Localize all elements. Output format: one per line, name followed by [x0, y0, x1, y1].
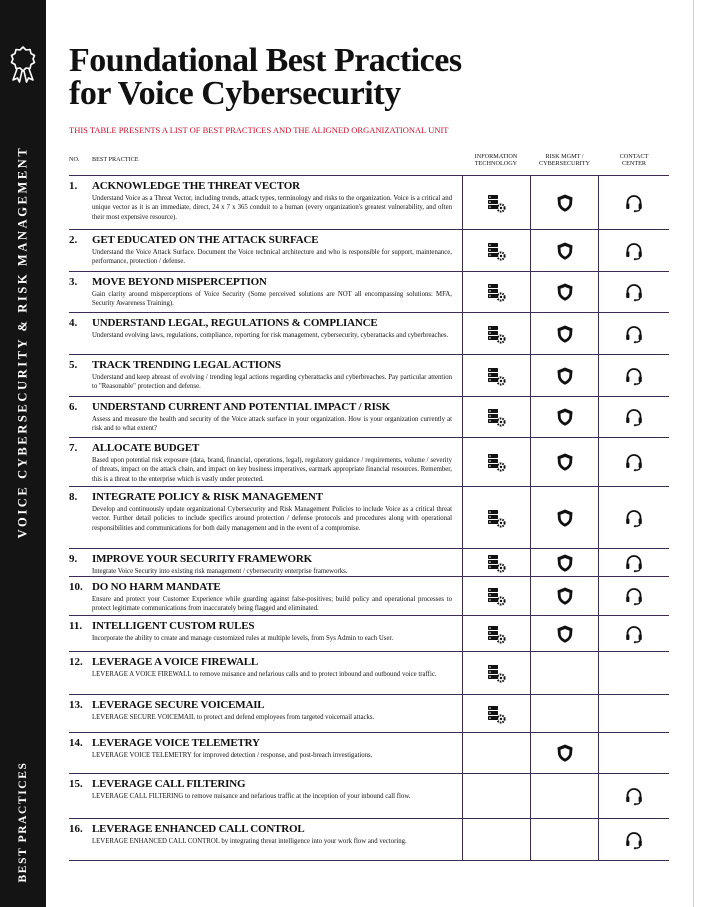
- row-description: Understand Voice as a Threat Vector, including trends, attack types, terminology and risks to the organization. Voice is a critical and unique vector as it is an immediate, direct, 24 x 7 x 365 conduit to a human (every organization's greatest vulnerability, and often their most expensive resource).: [92, 195, 452, 221]
- row-description: LEVERAGE A VOICE FIREWALL to remove nuisance and nefarious calls and to protect inbound and outbound voice traffic.: [92, 671, 437, 678]
- headset-icon: [624, 452, 644, 472]
- table-header: [69, 150, 669, 174]
- page-title: [69, 44, 589, 110]
- unit-cell: [462, 230, 530, 271]
- headset-icon: [624, 553, 644, 573]
- table-row: [69, 313, 669, 355]
- unit-cell: [462, 272, 530, 312]
- header-risk: [531, 153, 598, 167]
- shield-icon: [555, 193, 575, 213]
- unit-cell: [599, 819, 669, 860]
- row-number: 11.: [69, 620, 83, 632]
- row-number: 12.: [69, 656, 83, 668]
- row-description: LEVERAGE ENHANCED CALL CONTROL by integrating threat intelligence into your work flow and vectoring.: [92, 838, 407, 845]
- row-title: LEVERAGE CALL FILTERING: [92, 778, 246, 790]
- row-number: 3.: [69, 276, 78, 288]
- headset-icon: [624, 407, 644, 427]
- header-it-line2: TECHNOLOGY: [474, 160, 518, 167]
- table-row: [69, 616, 669, 652]
- row-number: 16.: [69, 823, 83, 835]
- row-title: ALLOCATE BUDGET: [92, 442, 200, 454]
- headset-icon: [624, 624, 644, 644]
- table-row: [69, 733, 669, 774]
- row-title: ACKNOWLEDGE THE THREAT VECTOR: [92, 180, 300, 192]
- award-ribbon-icon: [6, 44, 40, 84]
- row-title: LEVERAGE ENHANCED CALL CONTROL: [92, 823, 305, 835]
- header-cc: [599, 153, 669, 167]
- row-description: LEVERAGE CALL FILTERING to remove nuisance and nefarious traffic at the inception of your inbound call flow.: [92, 793, 411, 800]
- row-description: LEVERAGE SECURE VOICEMAIL to protect and defend employees from targeted voicemail attacks.: [92, 714, 375, 721]
- table-row: [69, 549, 669, 577]
- unit-cell: [462, 774, 530, 818]
- sidebar: [0, 0, 46, 907]
- headset-icon: [624, 193, 644, 213]
- unit-cell: [462, 487, 530, 548]
- unit-cell: [462, 819, 530, 860]
- headset-icon: [624, 508, 644, 528]
- unit-cell: [599, 577, 669, 615]
- unit-cell: [531, 272, 598, 312]
- row-number: 6.: [69, 401, 78, 413]
- server-gear-icon: [486, 553, 506, 573]
- shield-icon: [555, 508, 575, 528]
- unit-cell: [599, 230, 669, 271]
- sidebar-section-label: VOICE CYBERSECURITY & RISK MANAGEMENT: [15, 145, 30, 539]
- server-gear-icon: [486, 366, 506, 386]
- server-gear-icon: [486, 624, 506, 644]
- unit-cell: [599, 774, 669, 818]
- server-gear-icon: [486, 282, 506, 302]
- row-description: Ensure and protect your Customer Experience while guarding against false-positives; build policy and operational processes to protect legitimate communications from inaccurately being flagged and eliminated.: [92, 596, 452, 613]
- row-description: Integrate Voice Security into existing risk management / cybersecurity enterprise frameworks.: [92, 568, 348, 575]
- row-number: 4.: [69, 317, 78, 329]
- headset-icon: [624, 282, 644, 302]
- row-number: 7.: [69, 442, 78, 454]
- row-number: 14.: [69, 737, 83, 749]
- row-description: Incorporate the ability to create and manage customized rules at multiple levels, from Sys Admin to each User.: [92, 635, 394, 642]
- table-row: [69, 355, 669, 397]
- row-title: TRACK TRENDING LEGAL ACTIONS: [92, 359, 281, 371]
- unit-cell: [599, 176, 669, 229]
- server-gear-icon: [486, 704, 506, 724]
- headset-icon: [624, 324, 644, 344]
- row-description: Assess and measure the health and security of the Voice attack surface in your organization. How is your organization currently at risk and to what extent?: [92, 416, 452, 433]
- headset-icon: [624, 366, 644, 386]
- table-row: [69, 577, 669, 616]
- unit-cell: [531, 819, 598, 860]
- page-edge-line: [693, 0, 694, 907]
- server-gear-icon: [486, 663, 506, 683]
- row-description: Understand the Voice Attack Surface. Document the Voice technical architecture and who is responsible for support, maintenance, performance, protection / defense.: [92, 249, 452, 266]
- shield-icon: [555, 553, 575, 573]
- shield-icon: [555, 324, 575, 344]
- row-title: UNDERSTAND LEGAL, REGULATIONS & COMPLIANCE: [92, 317, 378, 329]
- row-number: 2.: [69, 234, 78, 246]
- row-title: MOVE BEYOND MISPERCEPTION: [92, 276, 267, 288]
- unit-cell: [531, 438, 598, 486]
- unit-cell: [531, 695, 598, 732]
- headset-icon: [624, 830, 644, 850]
- unit-cell: [462, 577, 530, 615]
- unit-cell: [531, 397, 598, 437]
- unit-cell: [599, 438, 669, 486]
- unit-cell: [599, 549, 669, 576]
- best-practices-table: [69, 175, 669, 885]
- unit-cell: [531, 577, 598, 615]
- server-gear-icon: [486, 407, 506, 427]
- header-risk-line1: RISK MGMT /: [545, 153, 584, 160]
- row-title: IMPROVE YOUR SECURITY FRAMEWORK: [92, 553, 313, 565]
- table-row: [69, 652, 669, 695]
- unit-cell: [462, 355, 530, 396]
- unit-cell: [599, 313, 669, 354]
- headset-icon: [624, 241, 644, 261]
- table-row: [69, 272, 669, 313]
- unit-cell: [531, 774, 598, 818]
- table-row: [69, 487, 669, 549]
- shield-icon: [555, 282, 575, 302]
- headset-icon: [624, 786, 644, 806]
- table-row: [69, 397, 669, 438]
- shield-icon: [555, 586, 575, 606]
- shield-icon: [555, 407, 575, 427]
- unit-cell: [531, 313, 598, 354]
- row-number: 9.: [69, 553, 78, 565]
- server-gear-icon: [486, 586, 506, 606]
- row-number: 1.: [69, 180, 78, 192]
- server-gear-icon: [486, 508, 506, 528]
- unit-cell: [462, 616, 530, 651]
- server-gear-icon: [486, 452, 506, 472]
- unit-cell: [462, 549, 530, 576]
- table-row: [69, 695, 669, 733]
- row-description: Understand and keep abreast of evolving / trending legal actions regarding cyberattacks and cyberbreaches. Pay particular attention to "Reasonable" protection and defense.: [92, 374, 452, 391]
- unit-cell: [462, 397, 530, 437]
- shield-icon: [555, 743, 575, 763]
- row-number: 15.: [69, 778, 83, 790]
- unit-cell: [462, 313, 530, 354]
- table-row: [69, 175, 669, 230]
- unit-cell: [599, 272, 669, 312]
- header-best-practice: BEST PRACTICE: [92, 156, 139, 163]
- unit-cell: [462, 176, 530, 229]
- table-row: [69, 438, 669, 487]
- shield-icon: [555, 452, 575, 472]
- unit-cell: [462, 733, 530, 773]
- row-title: UNDERSTAND CURRENT AND POTENTIAL IMPACT / RISK: [92, 401, 391, 413]
- unit-cell: [531, 487, 598, 548]
- unit-cell: [599, 487, 669, 548]
- row-title: LEVERAGE VOICE TELEMETRY: [92, 737, 260, 749]
- server-gear-icon: [486, 193, 506, 213]
- row-number: 5.: [69, 359, 78, 371]
- unit-cell: [462, 652, 530, 694]
- unit-cell: [531, 549, 598, 576]
- row-number: 8.: [69, 491, 78, 503]
- table-row: [69, 230, 669, 272]
- unit-cell: [599, 355, 669, 396]
- row-number: 13.: [69, 699, 83, 711]
- unit-cell: [531, 616, 598, 651]
- row-description: LEVERAGE VOICE TELEMETRY for improved detection / response, and post-breach investigations.: [92, 752, 373, 759]
- server-gear-icon: [486, 324, 506, 344]
- unit-cell: [599, 733, 669, 773]
- row-title: DO NO HARM MANDATE: [92, 581, 221, 593]
- shield-icon: [555, 624, 575, 644]
- unit-cell: [462, 695, 530, 732]
- title-line-1: Foundational Best Practices: [69, 42, 462, 79]
- unit-cell: [531, 652, 598, 694]
- unit-cell: [599, 652, 669, 694]
- headset-icon: [624, 586, 644, 606]
- header-it-line1: INFORMATION: [474, 153, 518, 160]
- header-no: NO.: [69, 156, 80, 163]
- row-description: Gain clarity around misperceptions of Voice Security (Some perceived solutions are NOT all encompassing solutions: MFA, Security Awareness Training).: [92, 291, 452, 308]
- table-row: [69, 774, 669, 819]
- row-title: LEVERAGE A VOICE FIREWALL: [92, 656, 259, 668]
- title-line-2: for Voice Cybersecurity: [69, 75, 401, 112]
- unit-cell: [462, 438, 530, 486]
- unit-cell: [599, 616, 669, 651]
- unit-cell: [531, 230, 598, 271]
- row-title: LEVERAGE SECURE VOICEMAIL: [92, 699, 265, 711]
- row-title: INTELLIGENT CUSTOM RULES: [92, 620, 255, 632]
- unit-cell: [531, 355, 598, 396]
- header-risk-line2: CYBERSECURITY: [539, 160, 590, 167]
- header-cc-line2: CENTER: [621, 160, 647, 167]
- row-description: Based upon potential risk exposure (data, brand, financial, operations, legal), regulatory guidance / requirements, volume / severity of threats, impact on the attack chain, and impact on key business imperatives, earmark appropriate financial resources. Remember, this is a threat to the enterprise which is vastly under protected.: [92, 457, 452, 483]
- row-title: GET EDUCATED ON THE ATTACK SURFACE: [92, 234, 319, 246]
- unit-cell: [531, 733, 598, 773]
- row-description: Understand evolving laws, regulations, compliance, reporting for risk management, cybersecurity, cyberattacks and cyberbreaches.: [92, 332, 449, 339]
- unit-cell: [599, 695, 669, 732]
- shield-icon: [555, 241, 575, 261]
- row-description: Develop and continuously update organizational Cybersecurity and Risk Management Policies to include Voice as a critical threat vector. Further detail policies to include specifics around protection / defense protocols and procedures along with operational responsibilities and communications for both daily management and in the event of a compromise.: [92, 506, 452, 532]
- shield-icon: [555, 366, 575, 386]
- unit-cell: [599, 397, 669, 437]
- header-cc-line1: CONTACT: [619, 153, 649, 160]
- server-gear-icon: [486, 241, 506, 261]
- unit-cell: [531, 176, 598, 229]
- page-subtitle: THIS TABLE PRESENTS A LIST OF BEST PRACTICES AND THE ALIGNED ORGANIZATIONAL UNIT: [69, 125, 449, 135]
- row-number: 10.: [69, 581, 83, 593]
- sidebar-footer-label: BEST PRACTICES: [17, 761, 29, 883]
- table-row: [69, 819, 669, 861]
- row-title: INTEGRATE POLICY & RISK MANAGEMENT: [92, 491, 323, 503]
- header-it: [462, 153, 530, 167]
